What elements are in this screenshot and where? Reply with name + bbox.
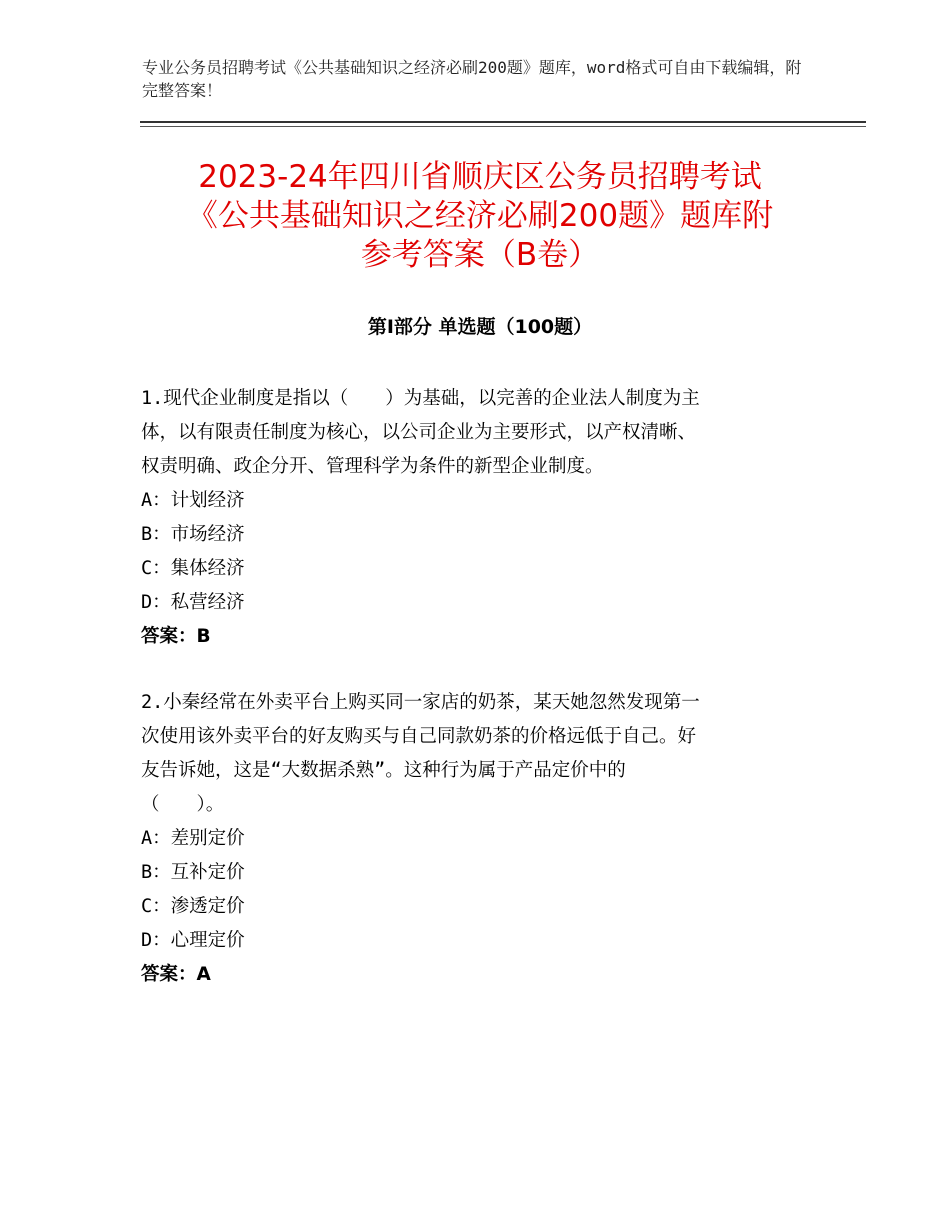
- title-line: 2023-24年四川省顺庆区公务员招聘考试: [198, 159, 762, 195]
- stem-line: 友告诉她，这是“大数据杀熟”。这种行为属于产品定价中的: [141, 760, 626, 781]
- question-stem: [141, 382, 801, 484]
- header-divider-thin: [140, 126, 866, 127]
- question-stem: [141, 686, 801, 822]
- header-divider-thick: [140, 121, 866, 123]
- answer: 答案：B: [141, 626, 211, 647]
- stem-line: 2.小秦经常在外卖平台上购买同一家店的奶茶，某天她忽然发现第一: [141, 692, 700, 713]
- stem-line: （ ）。: [141, 794, 225, 815]
- title-line: 参考答案（B卷）: [360, 237, 600, 273]
- stem-line: 权责明确、政企分开、管理科学为条件的新型企业制度。: [141, 456, 604, 477]
- option-c: C：集体经济: [141, 558, 245, 579]
- stem-line: 体，以有限责任制度为核心，以公司企业为主要形式，以产权清晰、: [141, 422, 697, 443]
- header-note: 专业公务员招聘考试《公共基础知识之经济必刷200题》题库，word格式可自由下载编辑，附完整答案！: [142, 58, 802, 100]
- question-1: [141, 382, 801, 654]
- option-c: C：渗透定价: [141, 896, 245, 917]
- document-title: [120, 158, 840, 275]
- option-b: B：市场经济: [141, 524, 245, 545]
- option-d: D：心理定价: [141, 930, 245, 951]
- option-a: A：计划经济: [141, 490, 245, 511]
- question-2: [141, 686, 801, 992]
- section-title: 第Ⅰ部分 单选题（100题）: [367, 316, 593, 338]
- option-d: D：私营经济: [141, 592, 245, 613]
- option-b: B：互补定价: [141, 862, 245, 883]
- title-line: 《公共基础知识之经济必刷200题》题库附: [186, 198, 774, 234]
- stem-line: 次使用该外卖平台的好友购买与自己同款奶茶的价格远低于自己。好: [141, 726, 697, 747]
- option-a: A：差别定价: [141, 828, 245, 849]
- answer: 答案：A: [141, 964, 211, 985]
- stem-line: 1.现代企业制度是指以（ ）为基础，以完善的企业法人制度为主: [141, 388, 700, 409]
